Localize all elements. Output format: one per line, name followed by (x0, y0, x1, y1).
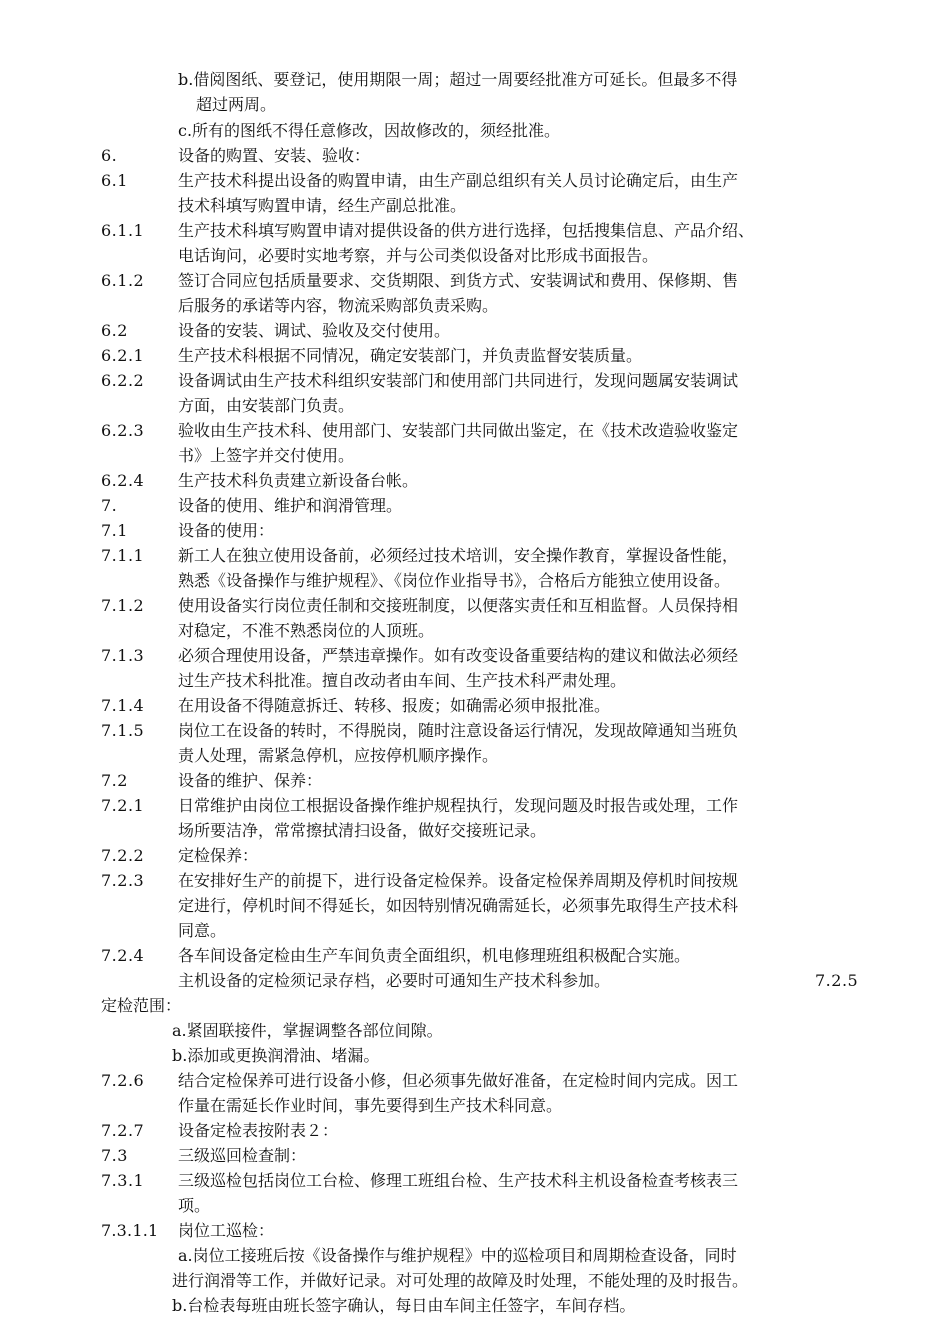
line-text: 设备的维护、保养： (178, 771, 323, 790)
clause-line (0, 693, 950, 718)
clause-number: 7.2.6 (101, 1071, 145, 1090)
clause-line (0, 518, 950, 543)
clause-number: 7.2 (101, 771, 128, 790)
clause-number: 6.2.3 (101, 421, 145, 440)
line-text: 技术科填写购置申请，经生产副总批准。 (178, 196, 467, 215)
clause-number: 6.2.1 (101, 346, 145, 365)
clause-line (0, 218, 950, 243)
line-text: 设备的使用、维护和润滑管理。 (178, 496, 403, 515)
line-text: 设备定检表按附表２： (178, 1121, 339, 1140)
clause-line (0, 168, 950, 193)
clause-number: 7.2.2 (101, 846, 145, 865)
line-text: 三级巡检包括岗位工台检、修理工班组台检、生产技术科主机设备检查考核表三 (178, 1171, 739, 1190)
clause-line (0, 468, 950, 493)
text-line (0, 968, 950, 993)
line-text: c.所有的图纸不得任意修改，因故修改的，须经批准。 (178, 121, 561, 140)
line-text: 超过两周。 (196, 95, 277, 114)
line-text: a.岗位工接班后按《设备操作与维护规程》中的巡检项目和周期检查设备，同时 (178, 1246, 737, 1265)
clause-line (0, 418, 950, 443)
clause-number: 7.1 (101, 521, 128, 540)
list-item (0, 1018, 950, 1043)
line-text: 验收由生产技术科、使用部门、安装部门共同做出鉴定，在《技术改造验收鉴定 (178, 421, 739, 440)
clause-number: 7.1.5 (101, 721, 145, 740)
line-text: 使用设备实行岗位责任制和交接班制度，以便落实责任和互相监督。人员保持相 (178, 596, 739, 615)
line-text: 生产技术科根据不同情况，确定安装部门，并负责监督安装质量。 (178, 346, 643, 365)
clause-number: 7.2.5 (815, 971, 859, 990)
clause-number: 6.2.4 (101, 471, 145, 490)
clause-number: 6.1 (101, 171, 128, 190)
line-text: 主机设备的定检须记录存档，必要时可通知生产技术科参加。 (178, 971, 611, 990)
clause-line (0, 593, 950, 618)
clause-number: 6.1.2 (101, 271, 145, 290)
line-text: 电话询问，必要时实地考察，并与公司类似设备对比形成书面报告。 (178, 246, 659, 265)
clause-line (0, 643, 950, 668)
text-line (0, 568, 950, 593)
clause-line (0, 343, 950, 368)
text-line (0, 918, 950, 943)
list-item (0, 1243, 950, 1268)
line-text: b.台检表每班由班长签字确认，每日由车间主任签字，车间存档。 (172, 1296, 636, 1315)
clause-line (0, 793, 950, 818)
line-text: 在安排好生产的前提下，进行设备定检保养。设备定检保养周期及停机时间按规 (178, 871, 739, 890)
clause-number: 7.3.1.1 (101, 1221, 159, 1240)
text-line (0, 67, 950, 92)
text-line (0, 668, 950, 693)
text-line (0, 618, 950, 643)
line-text: 岗位工在设备的转时，不得脱岗，随时注意设备运行情况，发现故障通知当班负 (178, 721, 739, 740)
line-text: 新工人在独立使用设备前，必须经过技术培训，安全操作教育，掌握设备性能， (178, 546, 739, 565)
line-text: 熟悉《设备操作与维护规程》、《岗位作业指导书》，合格后方能独立使用设备。 (178, 571, 731, 590)
text-line (0, 443, 950, 468)
clause-line (0, 318, 950, 343)
line-text: 过生产技术科批准。擅自改动者由车间、生产技术科严肃处理。 (178, 671, 627, 690)
clause-line (0, 768, 950, 793)
clause-number: 6.1.1 (101, 221, 145, 240)
text-line (0, 243, 950, 268)
line-text: 设备的安装、调试、验收及交付使用。 (178, 321, 451, 340)
list-item (0, 1043, 950, 1068)
clause-number: 7.1.1 (101, 546, 145, 565)
text-line (0, 293, 950, 318)
clause-line (0, 268, 950, 293)
section-number: 7. (101, 496, 118, 515)
clause-number: 7.2.3 (101, 871, 145, 890)
line-text: b.添加或更换润滑油、堵漏。 (172, 1046, 380, 1065)
line-text: 生产技术科填写购置申请对提供设备的供方进行选择，包括搜集信息、产品介绍、 (178, 221, 755, 240)
line-text: 设备的购置、安装、验收： (178, 146, 371, 165)
line-text: 设备调试由生产技术科组织安装部门和使用部门共同进行，发现问题属安装调试 (178, 371, 739, 390)
clause-number: 7.2.4 (101, 946, 145, 965)
clause-line (0, 1118, 950, 1143)
line-text: 设备的使用： (178, 521, 275, 540)
text-line (0, 1268, 950, 1293)
clause-number: 7.1.2 (101, 596, 145, 615)
clause-number: 6.2.2 (101, 371, 145, 390)
line-text: 后服务的承诺等内容，物流采购部负责采购。 (178, 296, 499, 315)
clause-line (0, 1168, 950, 1193)
line-text: 项。 (178, 1196, 211, 1215)
line-text: 作量在需延长作业时间，事先要得到生产技术科同意。 (178, 1096, 563, 1115)
line-text: 日常维护由岗位工根据设备操作维护规程执行，发现问题及时报告或处理，工作 (178, 796, 739, 815)
text-line (0, 92, 950, 117)
line-text: 同意。 (178, 921, 227, 940)
line-text: 方面，由安装部门负责。 (178, 396, 355, 415)
line-text: 定检范围： (101, 996, 182, 1015)
text-line (0, 893, 950, 918)
clause-number: 7.2.1 (101, 796, 145, 815)
clause-line (0, 543, 950, 568)
text-line (0, 193, 950, 218)
clause-line (0, 1068, 950, 1093)
line-text: 结合定检保养可进行设备小修，但必须事先做好准备，在定检时间内完成。因工 (178, 1071, 739, 1090)
line-text: 各车间设备定检由生产车间负责全面组织，机电修理班组积极配合实施。 (178, 946, 691, 965)
clause-line (0, 718, 950, 743)
line-text: 岗位工巡检： (178, 1221, 275, 1240)
line-text: 生产技术科提出设备的购置申请，由生产副总组织有关人员讨论确定后，由生产 (178, 171, 739, 190)
section-number: 6. (101, 146, 118, 165)
text-line (0, 393, 950, 418)
text-line (0, 993, 950, 1018)
clause-line (0, 868, 950, 893)
clause-line (0, 943, 950, 968)
line-text: 三级巡回检查制： (178, 1146, 307, 1165)
text-line (0, 118, 950, 143)
line-text: 责人处理，需紧急停机，应按停机顺序操作。 (178, 746, 499, 765)
text-line (0, 743, 950, 768)
clause-line (0, 1143, 950, 1168)
line-text: a.紧固联接件，掌握调整各部位间隙。 (172, 1021, 443, 1040)
line-text: 对稳定，不准不熟悉岗位的人顶班。 (178, 621, 435, 640)
line-text: b.借阅图纸、要登记，使用期限一周；超过一周要经批准方可延长。但最多不得 (178, 70, 738, 89)
clause-line (0, 843, 950, 868)
line-text: 书》上签字并交付使用。 (178, 446, 355, 465)
clause-line (0, 368, 950, 393)
line-text: 签订合同应包括质量要求、交货期限、到货方式、安装调试和费用、保修期、售 (178, 271, 739, 290)
clause-number: 7.3 (101, 1146, 128, 1165)
clause-number: 7.2.7 (101, 1121, 145, 1140)
clause-line (0, 1218, 950, 1243)
line-text: 进行润滑等工作，并做好记录。对可处理的故障及时处理，不能处理的及时报告。 (172, 1271, 749, 1290)
line-text: 场所要洁净，常常擦拭清扫设备，做好交接班记录。 (178, 821, 547, 840)
text-line (0, 818, 950, 843)
line-text: 必须合理使用设备，严禁违章操作。如有改变设备重要结构的建议和做法必须经 (178, 646, 739, 665)
clause-number: 7.3.1 (101, 1171, 145, 1190)
text-line (0, 1093, 950, 1118)
line-text: 生产技术科负责建立新设备台帐。 (178, 471, 419, 490)
line-text: 定检保养： (178, 846, 259, 865)
section-heading (0, 493, 950, 518)
line-text: 定进行，停机时间不得延长，如因特别情况确需延长，必须事先取得生产技术科 (178, 896, 739, 915)
clause-number: 6.2 (101, 321, 128, 340)
section-heading (0, 143, 950, 168)
list-item (0, 1293, 950, 1318)
clause-number: 7.1.4 (101, 696, 145, 715)
text-line (0, 1193, 950, 1218)
clause-number: 7.1.3 (101, 646, 145, 665)
line-text: 在用设备不得随意拆迁、转移、报废；如确需必须申报批准。 (178, 696, 611, 715)
